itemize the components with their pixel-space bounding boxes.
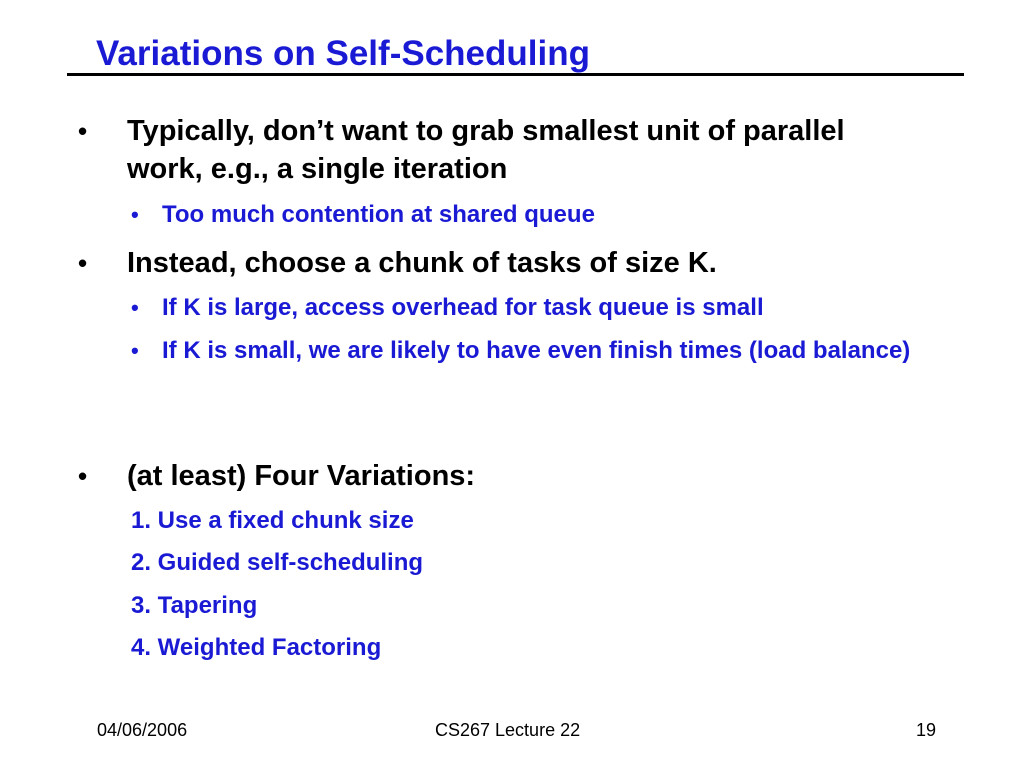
- bullet-2-text: Instead, choose a chunk of tasks of size K.: [127, 247, 717, 279]
- numbered-item-2: 2. Guided self-scheduling: [131, 549, 424, 576]
- footer-course: CS267 Lecture 22: [435, 720, 581, 740]
- numbered-item-4: 4. Weighted Factoring: [131, 634, 382, 661]
- footer-page-number: 19: [916, 720, 937, 740]
- bullet-marker: •: [78, 248, 88, 278]
- bullet-1-text: Typically, don’t want to grab smallest unit of parallel work, e.g., a single iteration: [127, 115, 845, 185]
- sub-bullet-marker: •: [131, 202, 139, 227]
- bullet-2-sub-2: If K is small, we are likely to have even finish times (load balance): [162, 337, 911, 364]
- sub-bullet-marker: •: [131, 338, 139, 363]
- numbered-item-3: 3. Tapering: [131, 592, 258, 619]
- slide-title: Variations on Self-Scheduling: [96, 34, 590, 73]
- bullet-3-text: (at least) Four Variations:: [127, 460, 476, 492]
- title-underline: [67, 73, 964, 76]
- bullet-marker: •: [78, 116, 88, 146]
- bullet-2-sub-1: If K is large, access overhead for task queue is small: [162, 294, 764, 321]
- numbered-item-1: 1. Use a fixed chunk size: [131, 507, 414, 534]
- bullet-marker: •: [78, 461, 88, 491]
- footer-date: 04/06/2006: [97, 720, 188, 740]
- bullet-1-sub-1: Too much contention at shared queue: [162, 201, 595, 228]
- sub-bullet-marker: •: [131, 295, 139, 320]
